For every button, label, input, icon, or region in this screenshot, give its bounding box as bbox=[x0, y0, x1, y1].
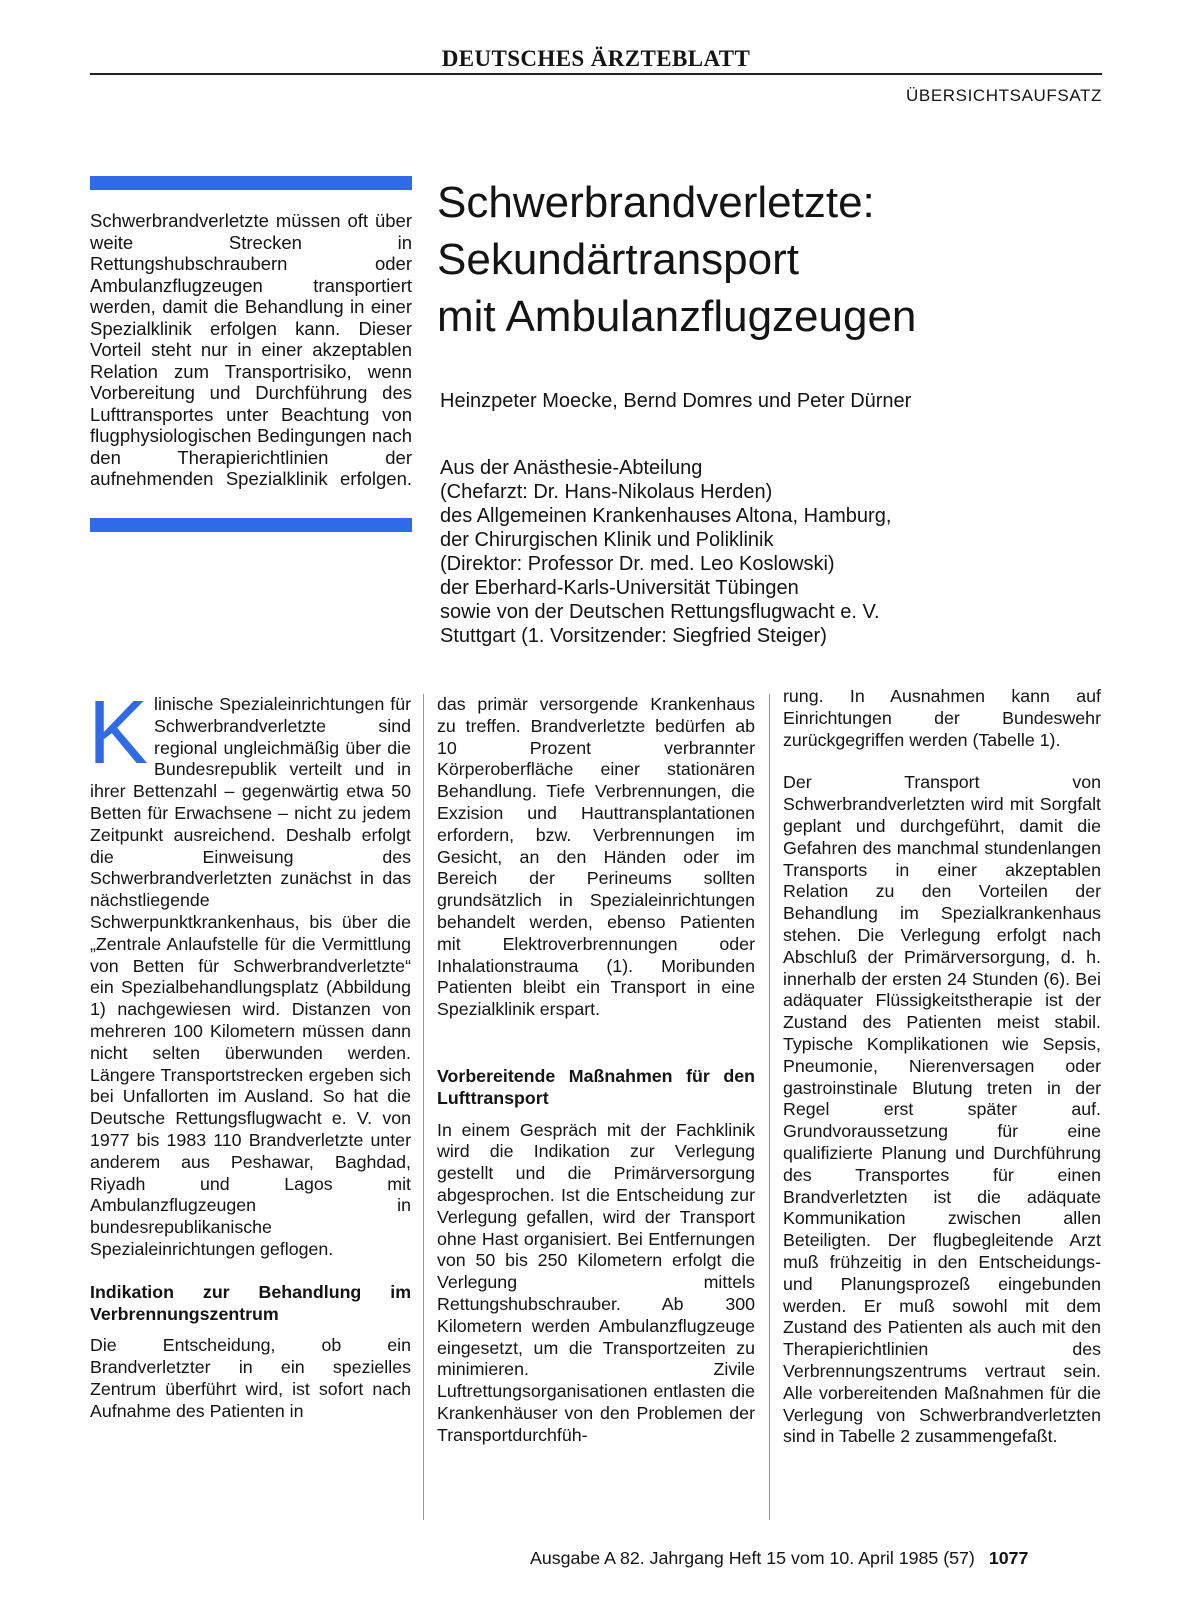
abstract-bottom-bar bbox=[90, 518, 412, 532]
paragraph-text: linische Spezialeinrichtungen für Schwerbrandverletzte sind regional ungleichmäßig über die Bundesrepublik verteilt und in ihrer Bettenzahl – gegenwärtig etwa 50 Betten für Erwachsene – nicht zu jedem Zeitpunkt ausreichend. Deshalb erfolgt die Einweisung des Schwerbrandverletzten zunächst in das nächstliegende Schwerpunktkrankenhaus, bis über die „Zentrale Anlaufstelle für die Vermittlung von Betten für Schwerbrandverletzte“ ein Spezialbehandlungsplatz (Abbildung 1) nachgewiesen wird. Distanzen von mehreren 100 Kilometern müssen dann nicht selten überwunden werden. Längere Transportstrecken ergeben sich bei Unfallorten im Ausland. So hat die Deutsche Rettungsflugwacht e. V. von 1977 bis 1983 110 Brandverletzte unter anderem aus Peshawar, Baghdad, Riyadh und Lagos mit Ambulanzflugzeugen in bundesrepublikanische Spezialeinrichtungen geflogen. bbox=[90, 694, 411, 1259]
body-column-1 bbox=[88, 683, 411, 1444]
page-footer bbox=[530, 1548, 1028, 1569]
column-divider bbox=[423, 694, 424, 1520]
body-paragraph: das primär versorgende Krankenhaus zu treffen. Brandverletzte bedürfen ab 10 Prozent verbrannter Körperoberfläche einer stationären Behandlung. Tiefe Verbrennungen, die Exzision und Hauttransplantationen erfordern, bzw. Verbrennungen im Gesicht, an den Händen oder im Bereich der Perineums sollten grundsätzlich in Spezialeinrichtungen behandelt werden, ebenso Patienten mit Elektroverbrennungen oder Inhalationstrauma (1). Moribunden Patienten bleibt ein Transport in eine Spezialklinik erspart. bbox=[437, 694, 755, 1020]
section-label: ÜBERSICHTSAUFSATZ bbox=[906, 86, 1102, 105]
issue-info: Ausgabe A 82. Jahrgang Heft 15 vom 10. April 1985 (57) bbox=[530, 1548, 975, 1568]
body-paragraph: Der Transport von Schwerbrandverletzten wird mit Sorgfalt geplant und durchgeführt, damit die Gefahren des manchmal stundenlangen Transports in einer akzeptablen Relation zu den Vorteilen der Behandlung im Spezialkrankenhaus stehen. Die Verlegung erfolgt nach Abschluß der Primärversorgung, d. h. innerhalb der ersten 24 Stunden (6). Bei adäquater Flüssigkeitstherapie ist der Zustand des Patienten meist stabil. Typische Komplikationen wie Sepsis, Pneumonie, Nierenversagen oder gastroinstinale Blutung treten in der Regel erst später auf. Grundvoraussetzung für eine qualifizierte Planung und Durchführung des Transportes für einen Brandverletzten ist die adäquate Kommunikation zwischen allen Beteiligten. Der flugbegleitende Arzt muß frühzeitig in den Entscheidungs- und Planungsprozeß eingebunden werden. Er muß sowohl mit dem Zustand des Patienten als auch mit den Therapierichtlinien des Verbrennungszentrums vertraut sein. Alle vorbereitenden Maßnahmen für die Verlegung von Schwerbrandverletzten sind in Tabelle 2 zusammengefaßt. bbox=[783, 772, 1101, 1447]
affiliation bbox=[440, 456, 891, 648]
article-title bbox=[437, 174, 1117, 345]
title-line-1: Schwerbrandverletzte: bbox=[437, 178, 875, 227]
affiliation-line: (Chefarzt: Dr. Hans-Nikolaus Herden) bbox=[440, 481, 773, 503]
drop-cap: K bbox=[88, 683, 149, 783]
masthead-rule bbox=[90, 73, 1102, 75]
affiliation-line: des Allgemeinen Krankenhauses Altona, Hamburg, bbox=[440, 505, 892, 527]
body-paragraph: In einem Gespräch mit der Fachklinik wird die Indikation zur Verlegung gestellt und die Primärversorgung abgesprochen. Ist die Entscheidung zur Verlegung gefallen, wird der Transport ohne Hast organisiert. Bei Entfernungen von 50 bis 250 Kilometern erfolgt die Verlegung mittels Rettungshubschrauber. Ab 300 Kilometern werden Ambulanzflugzeuge eingesetzt, um die Transportzeiten zu minimieren. Zivile Luftrettungsorganisationen entlasten die Krankenhäuser von den Problemen der Transportdurchfüh- bbox=[437, 1119, 755, 1445]
column-divider bbox=[769, 694, 770, 1520]
body-column-2 bbox=[437, 694, 755, 1468]
abstract-top-bar bbox=[90, 176, 412, 190]
body-column-3 bbox=[783, 686, 1101, 1469]
section-heading: Indikation zur Behandlung im Verbrennungszentrum bbox=[90, 1281, 411, 1324]
affiliation-line: Stuttgart (1. Vorsitzender: Siegfried Steiger) bbox=[440, 625, 827, 647]
section-heading: Vorbereitende Maßnahmen für den Lufttransport bbox=[437, 1065, 755, 1108]
title-line-3: mit Ambulanzflugzeugen bbox=[437, 292, 917, 341]
authors: Heinzpeter Moecke, Bernd Domres und Peter Dürner bbox=[440, 390, 912, 412]
affiliation-line: der Chirurgischen Klinik und Poliklinik bbox=[440, 529, 774, 551]
affiliation-line: sowie von der Deutschen Rettungsflugwacht e. V. bbox=[440, 601, 880, 623]
body-paragraph bbox=[88, 683, 411, 1261]
title-line-2: Sekundärtransport bbox=[437, 235, 799, 284]
affiliation-line: (Direktor: Professor Dr. med. Leo Koslowski) bbox=[440, 553, 835, 575]
body-paragraph: Die Entscheidung, ob ein Brandverletzter in ein spezielles Zentrum überführt wird, ist sofort nach Aufnahme des Patienten in bbox=[90, 1335, 411, 1421]
masthead: DEUTSCHES ÄRZTEBLATT bbox=[441, 46, 751, 71]
affiliation-line: der Eberhard-Karls-Universität Tübingen bbox=[440, 577, 799, 599]
body-paragraph: rung. In Ausnahmen kann auf Einrichtungen der Bundeswehr zurückgegriffen werden (Tabelle 1). bbox=[783, 686, 1101, 750]
page-number: 1077 bbox=[988, 1548, 1029, 1568]
affiliation-line: Aus der Anästhesie-Abteilung bbox=[440, 457, 703, 479]
abstract: Schwerbrandverletzte müssen oft über weite Strecken in Rettungshubschraubern oder Ambulanzflugzeugen transportiert werden, damit die Behandlung in einer Spezialklinik erfolgen kann. Dieser Vorteil steht nur in einer akzeptablen Relation zum Transportrisiko, wenn Vorbereitung und Durchführung des Lufttransportes unter Beachtung von flugphysiologischen Bedingungen nach den Therapierichtlinien der aufnehmenden Spezialklinik erfolgen. bbox=[90, 210, 412, 489]
